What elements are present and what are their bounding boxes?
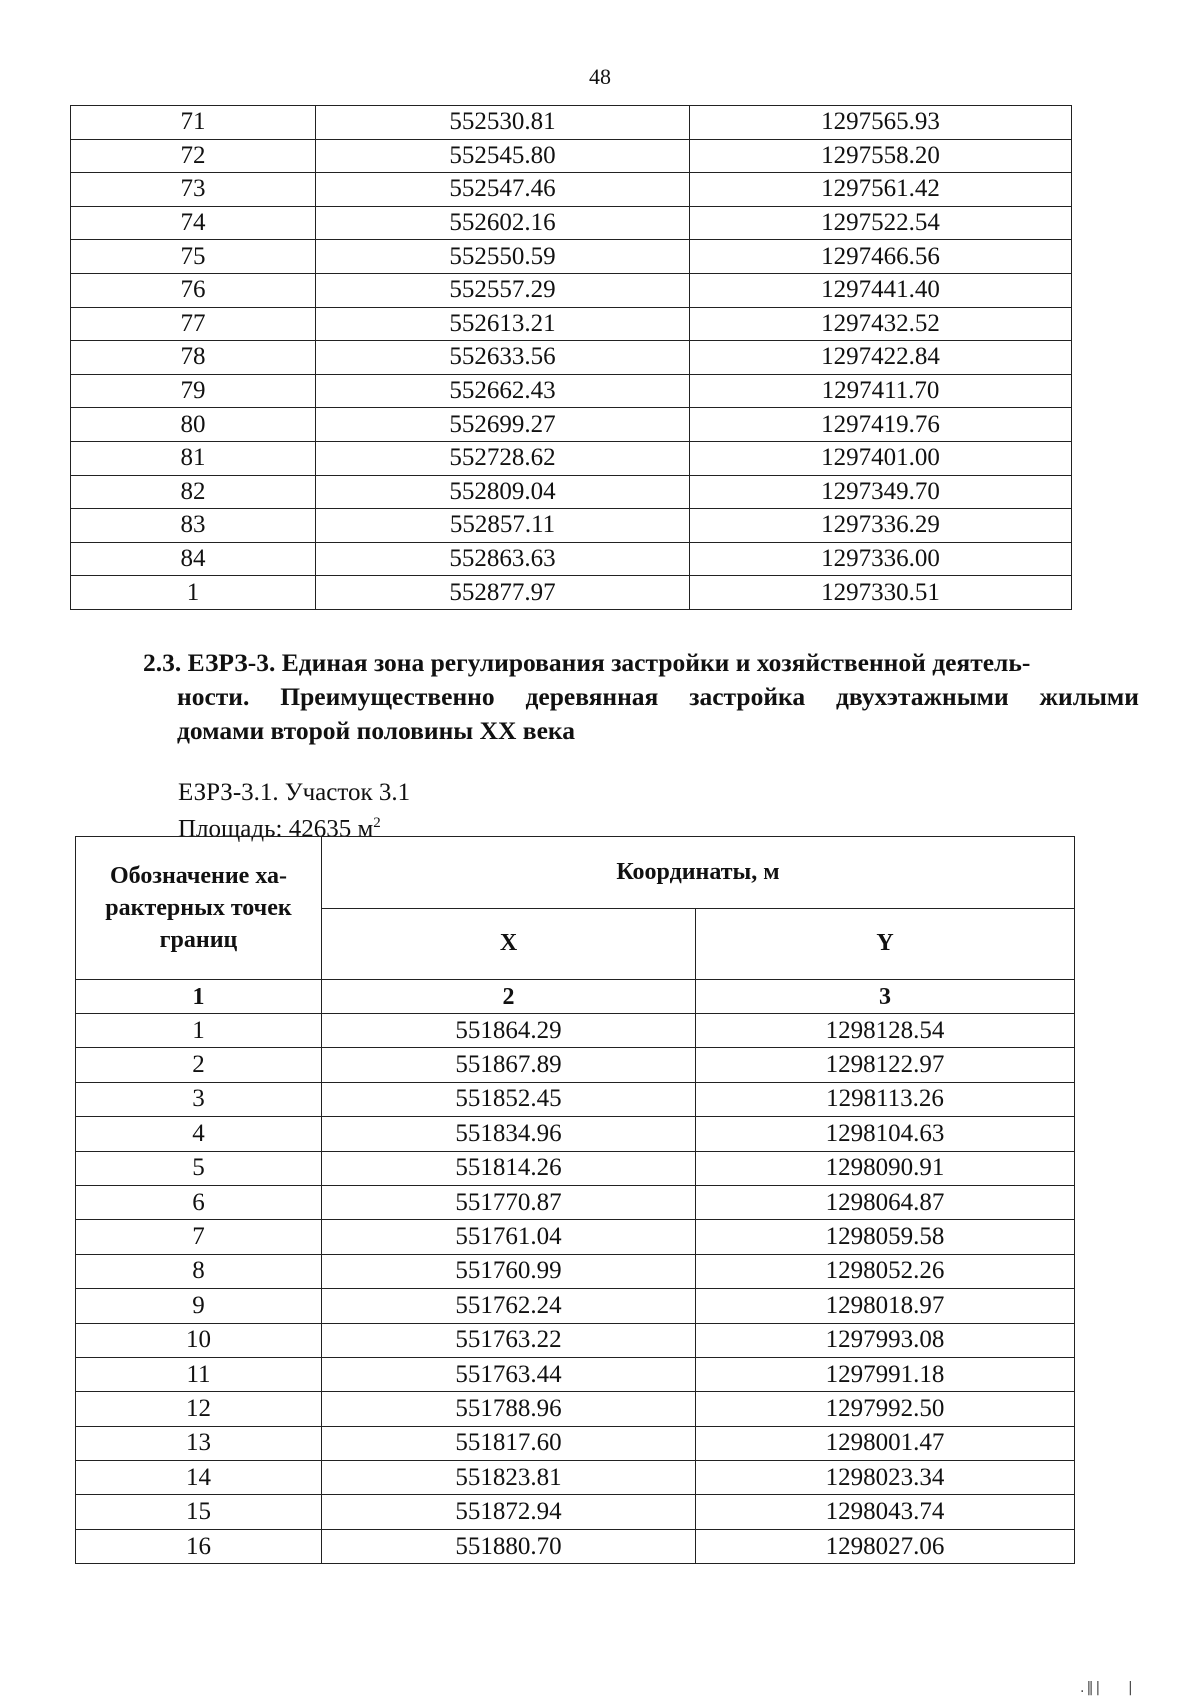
y-coordinate-cell: 1298090.91 — [696, 1151, 1075, 1185]
point-number-cell: 9 — [76, 1289, 322, 1323]
x-coordinate-cell: 551763.22 — [322, 1323, 696, 1357]
y-coordinate-cell: 1298018.97 — [696, 1289, 1075, 1323]
x-coordinate-cell: 552530.81 — [316, 106, 690, 140]
point-number-cell: 8 — [76, 1254, 322, 1288]
x-coordinate-cell: 551872.94 — [322, 1495, 696, 1529]
x-coordinate-cell: 551834.96 — [322, 1117, 696, 1151]
column-number: 3 — [696, 980, 1075, 1014]
y-coordinate-cell: 1297330.51 — [690, 576, 1072, 610]
y-coordinate-cell: 1297558.20 — [690, 139, 1072, 173]
table-row — [76, 1323, 1075, 1357]
table-row — [71, 408, 1072, 442]
point-number-cell: 74 — [71, 206, 316, 240]
header-designation — [76, 837, 322, 980]
point-number-cell: 2 — [76, 1048, 322, 1082]
x-coordinate-cell: 552547.46 — [316, 173, 690, 207]
plot-area-text: Площадь: 42635 м — [178, 815, 374, 843]
header-x: X — [322, 908, 696, 980]
y-coordinate-cell: 1297441.40 — [690, 273, 1072, 307]
point-number-cell: 12 — [76, 1392, 322, 1426]
table-row — [76, 1357, 1075, 1391]
y-coordinate-cell: 1297349.70 — [690, 475, 1072, 509]
y-coordinate-cell: 1297336.29 — [690, 509, 1072, 543]
y-coordinate-cell: 1297522.54 — [690, 206, 1072, 240]
y-coordinate-cell: 1298064.87 — [696, 1185, 1075, 1219]
section-heading-line-1 — [143, 646, 1139, 680]
table-row — [71, 139, 1072, 173]
point-number-cell: 6 — [76, 1185, 322, 1219]
table-row — [76, 1151, 1075, 1185]
section-number: 2.3. — [143, 648, 182, 677]
x-coordinate-cell: 552662.43 — [316, 374, 690, 408]
x-coordinate-cell: 551761.04 — [322, 1220, 696, 1254]
table-row — [76, 1495, 1075, 1529]
table-row — [76, 1220, 1075, 1254]
y-coordinate-cell: 1297411.70 — [690, 374, 1072, 408]
table-row — [71, 173, 1072, 207]
x-coordinate-cell: 552809.04 — [316, 475, 690, 509]
y-coordinate-cell: 1297466.56 — [690, 240, 1072, 274]
x-coordinate-cell: 552557.29 — [316, 273, 690, 307]
x-coordinate-cell: 552699.27 — [316, 408, 690, 442]
y-coordinate-cell: 1298001.47 — [696, 1426, 1075, 1460]
column-number: 1 — [76, 980, 322, 1014]
point-number-cell: 13 — [76, 1426, 322, 1460]
y-coordinate-cell: 1297401.00 — [690, 441, 1072, 475]
table-row — [71, 542, 1072, 576]
coordinates-table-continued — [70, 105, 1072, 610]
x-coordinate-cell: 552613.21 — [316, 307, 690, 341]
x-coordinate-cell: 552633.56 — [316, 341, 690, 375]
point-number-cell: 73 — [71, 173, 316, 207]
x-coordinate-cell: 552863.63 — [316, 542, 690, 576]
point-number-cell: 1 — [71, 576, 316, 610]
point-number-cell: 84 — [71, 542, 316, 576]
x-coordinate-cell: 552877.97 — [316, 576, 690, 610]
page-number: 48 — [589, 64, 611, 89]
coordinates-table — [75, 836, 1075, 1564]
y-coordinate-cell: 1298043.74 — [696, 1495, 1075, 1529]
y-coordinate-cell: 1298122.97 — [696, 1048, 1075, 1082]
x-coordinate-cell: 552728.62 — [316, 441, 690, 475]
header-coordinates: Координаты, м — [322, 837, 1075, 909]
table-row — [76, 1185, 1075, 1219]
point-number-cell: 10 — [76, 1323, 322, 1357]
table-row — [71, 475, 1072, 509]
x-coordinate-cell: 551770.87 — [322, 1185, 696, 1219]
y-coordinate-cell: 1297336.00 — [690, 542, 1072, 576]
point-number-cell: 78 — [71, 341, 316, 375]
point-number-cell: 3 — [76, 1082, 322, 1116]
table-row — [76, 1461, 1075, 1495]
table-row — [71, 374, 1072, 408]
table-row — [71, 206, 1072, 240]
point-number-cell: 83 — [71, 509, 316, 543]
section-heading-line-3: домами второй половины XX века — [177, 716, 575, 745]
point-number-cell: 72 — [71, 139, 316, 173]
column-numbers-row — [76, 980, 1075, 1014]
y-coordinate-cell: 1298052.26 — [696, 1254, 1075, 1288]
point-number-cell: 76 — [71, 273, 316, 307]
header-designation-line-3: границ — [159, 927, 238, 953]
header-designation-line-1: Обозначение ха- — [109, 863, 288, 889]
point-number-cell: 16 — [76, 1529, 322, 1563]
x-coordinate-cell: 551817.60 — [322, 1426, 696, 1460]
coordinates-table-header — [76, 837, 1075, 980]
table-row — [71, 240, 1072, 274]
section-heading-line-2: ности. Преимущественно деревянная застройка двухэтажными жилыми — [177, 682, 1139, 711]
x-coordinate-cell: 552602.16 — [316, 206, 690, 240]
y-coordinate-cell: 1297992.50 — [696, 1392, 1075, 1426]
section-heading — [143, 646, 1139, 748]
table-row — [76, 1426, 1075, 1460]
table-row — [71, 106, 1072, 140]
table-row — [71, 341, 1072, 375]
table-row — [71, 273, 1072, 307]
y-coordinate-cell: 1297561.42 — [690, 173, 1072, 207]
x-coordinate-cell: 552857.11 — [316, 509, 690, 543]
point-number-cell: 79 — [71, 374, 316, 408]
table-row — [76, 1392, 1075, 1426]
x-coordinate-cell: 551867.89 — [322, 1048, 696, 1082]
x-coordinate-cell: 552550.59 — [316, 240, 690, 274]
y-coordinate-cell: 1298128.54 — [696, 1014, 1075, 1048]
x-coordinate-cell: 551823.81 — [322, 1461, 696, 1495]
point-number-cell: 15 — [76, 1495, 322, 1529]
plot-info — [178, 777, 410, 844]
x-coordinate-cell: 551788.96 — [322, 1392, 696, 1426]
table-row — [71, 509, 1072, 543]
x-coordinate-cell: 551880.70 — [322, 1529, 696, 1563]
table-row — [76, 1082, 1075, 1116]
coordinates-table-body — [76, 980, 1075, 1564]
point-number-cell: 11 — [76, 1357, 322, 1391]
scan-artifact: .‖| | — [1080, 1680, 1135, 1696]
point-number-cell: 80 — [71, 408, 316, 442]
table-row — [76, 1254, 1075, 1288]
column-number: 2 — [322, 980, 696, 1014]
y-coordinate-cell: 1297565.93 — [690, 106, 1072, 140]
point-number-cell: 81 — [71, 441, 316, 475]
y-coordinate-cell: 1298104.63 — [696, 1117, 1075, 1151]
point-number-cell: 77 — [71, 307, 316, 341]
table-row — [76, 1529, 1075, 1563]
y-coordinate-cell: 1298113.26 — [696, 1082, 1075, 1116]
point-number-cell: 5 — [76, 1151, 322, 1185]
table-row — [71, 307, 1072, 341]
point-number-cell: 1 — [76, 1014, 322, 1048]
y-coordinate-cell: 1298059.58 — [696, 1220, 1075, 1254]
x-coordinate-cell: 552545.80 — [316, 139, 690, 173]
x-coordinate-cell: 551760.99 — [322, 1254, 696, 1288]
x-coordinate-cell: 551852.45 — [322, 1082, 696, 1116]
section-title-part-1: ЕЗРЗ-3. Единая зона регулирования застройки и хозяйственной деятель- — [187, 648, 1031, 677]
table-row — [71, 441, 1072, 475]
point-number-cell: 4 — [76, 1117, 322, 1151]
x-coordinate-cell: 551763.44 — [322, 1357, 696, 1391]
y-coordinate-cell: 1297993.08 — [696, 1323, 1075, 1357]
y-coordinate-cell: 1297419.76 — [690, 408, 1072, 442]
table-row — [76, 1048, 1075, 1082]
plot-label: ЕЗРЗ-3.1. Участок 3.1 — [178, 779, 411, 806]
y-coordinate-cell: 1298027.06 — [696, 1529, 1075, 1563]
table-row — [76, 1117, 1075, 1151]
y-coordinate-cell: 1297432.52 — [690, 307, 1072, 341]
header-designation-line-2: рактерных точек — [105, 895, 292, 921]
table-row — [71, 576, 1072, 610]
plot-area-superscript: 2 — [373, 815, 381, 831]
point-number-cell: 71 — [71, 106, 316, 140]
x-coordinate-cell: 551762.24 — [322, 1289, 696, 1323]
table-row — [76, 1014, 1075, 1048]
point-number-cell: 14 — [76, 1461, 322, 1495]
table-row — [76, 1289, 1075, 1323]
y-coordinate-cell: 1298023.34 — [696, 1461, 1075, 1495]
coordinates-table-body — [71, 106, 1072, 610]
x-coordinate-cell: 551864.29 — [322, 1014, 696, 1048]
point-number-cell: 7 — [76, 1220, 322, 1254]
point-number-cell: 75 — [71, 240, 316, 274]
header-y: Y — [696, 908, 1075, 980]
x-coordinate-cell: 551814.26 — [322, 1151, 696, 1185]
y-coordinate-cell: 1297991.18 — [696, 1357, 1075, 1391]
point-number-cell: 82 — [71, 475, 316, 509]
y-coordinate-cell: 1297422.84 — [690, 341, 1072, 375]
